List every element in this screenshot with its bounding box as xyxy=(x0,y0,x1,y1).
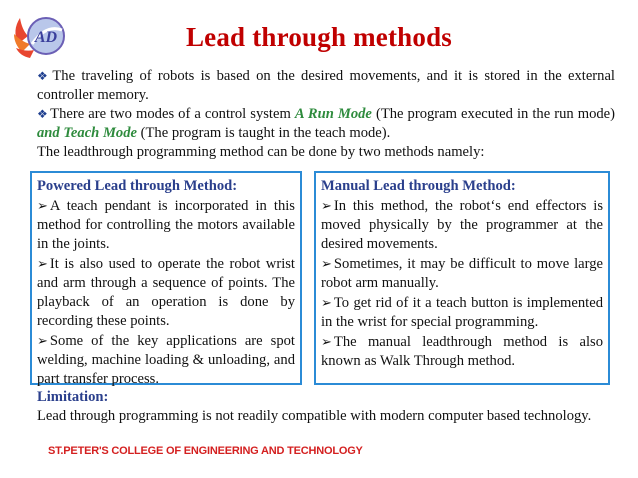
manual-point-4: ➢ The manual leadthrough method is also known as Walk Through method. xyxy=(321,334,603,369)
intro-summary: The leadthrough programming method can be done by two methods namely: xyxy=(37,144,485,160)
intro-point-2: ❖ There are two modes of a control system A Run Mode (The program executed in the run mode) and Teach Mode (The program is taught in the teach mode). xyxy=(37,106,615,141)
diamond-bullet-icon: ❖ xyxy=(37,107,49,121)
intro-text xyxy=(37,67,615,162)
manual-method-title: Manual Lead through Method: xyxy=(321,178,516,194)
powered-point-1: ➢ A teach pendant is incorporated in this method for controlling the motors available in the joints. xyxy=(37,198,295,252)
arrow-bullet-icon: ➢ xyxy=(321,295,332,310)
manual-method-box xyxy=(314,171,610,385)
intro-point-1: ❖ The traveling of robots is based on the desired movements, and it is stored in the external controller memory. xyxy=(37,68,615,103)
powered-point-2: ➢ It is also used to operate the robot wrist and arm through a sequence of points. The playback of an operation is done by recording these points. xyxy=(37,256,295,329)
diamond-bullet-icon: ❖ xyxy=(37,69,51,83)
page-title: Lead through methods xyxy=(185,22,453,52)
manual-point-1: ➢ In this method, the robot‘s end effectors is moved physically by the programmer at the desired movements. xyxy=(321,198,603,252)
arrow-bullet-icon: ➢ xyxy=(37,198,48,213)
powered-method-title: Powered Lead through Method: xyxy=(37,178,238,194)
powered-method-box xyxy=(30,171,302,385)
arrow-bullet-icon: ➢ xyxy=(321,198,332,213)
manual-point-3: ➢ To get rid of it a teach button is implemented in the wrist for special programming. xyxy=(321,295,603,330)
run-mode-label: A Run Mode xyxy=(294,106,372,122)
arrow-bullet-icon: ➢ xyxy=(37,256,48,271)
manual-point-2: ➢ Sometimes, it may be difficult to move large robot arm manually. xyxy=(321,256,603,291)
svg-text:AD: AD xyxy=(34,29,58,46)
college-footer: ST.PETER'S COLLEGE OF ENGINEERING AND TECHNOLOGY xyxy=(48,445,363,457)
teach-mode-label: and Teach Mode xyxy=(37,125,137,141)
arrow-bullet-icon: ➢ xyxy=(321,256,332,271)
arrow-bullet-icon: ➢ xyxy=(321,334,332,349)
powered-point-3: ➢ Some of the key applications are spot welding, machine loading & unloading, and part transfer process. xyxy=(37,333,295,387)
limitation-section xyxy=(37,388,615,426)
limitation-text: Lead through programming is not readily compatible with modern computer based technology. xyxy=(37,408,592,424)
arrow-bullet-icon: ➢ xyxy=(37,333,48,348)
limitation-heading: Limitation: xyxy=(37,389,109,405)
